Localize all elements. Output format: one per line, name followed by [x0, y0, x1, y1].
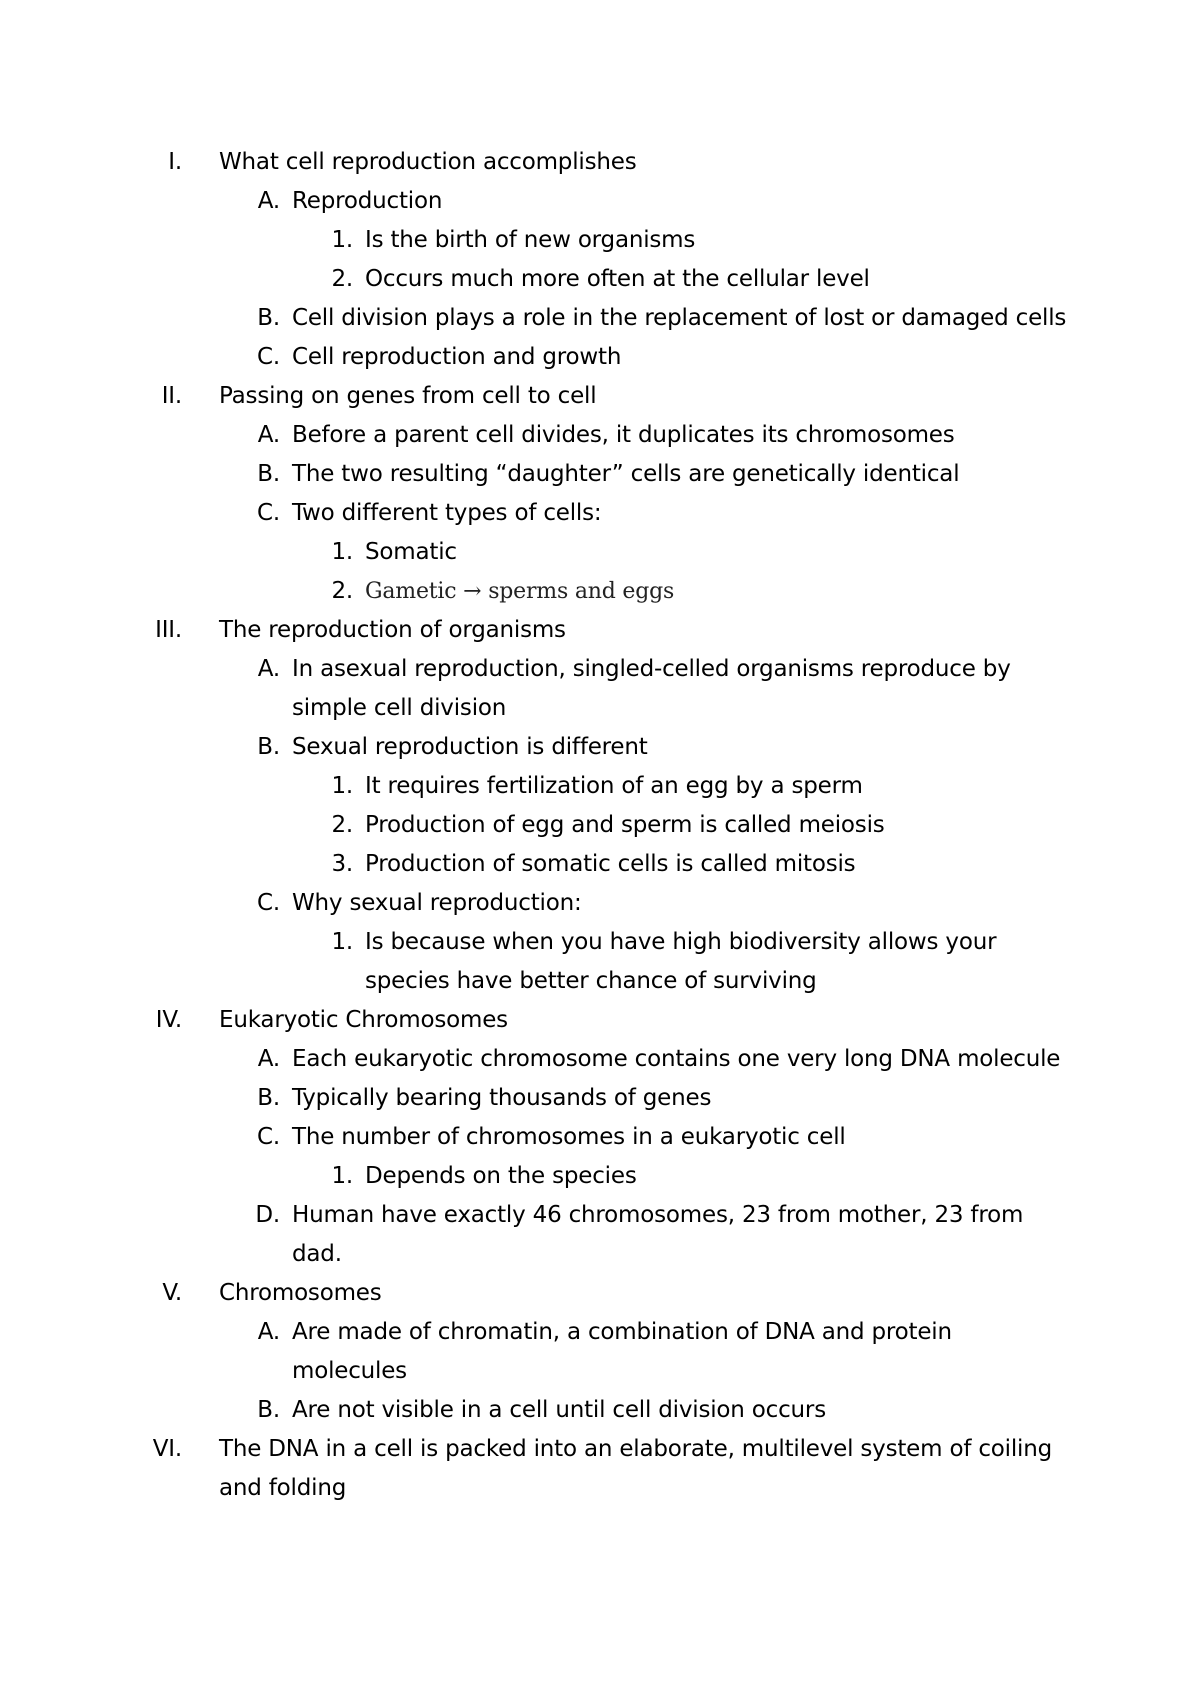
item-text: simple cell division — [292, 695, 507, 721]
item-letter: A. — [257, 1319, 280, 1345]
item-letter: A. — [257, 188, 280, 214]
item-number: 2. — [331, 812, 353, 838]
item-text: Human have exactly 46 chromosomes, 23 from mother, 23 from — [292, 1202, 1024, 1228]
outline-item-III — [0, 611, 1200, 650]
item-text: It requires fertilization of an egg by a sperm — [365, 773, 863, 799]
outline-item-III-C-1 — [0, 923, 1200, 962]
outline-item-IV-B — [0, 1079, 1200, 1118]
item-text: Eukaryotic Chromosomes — [219, 1007, 508, 1033]
outline-item-II — [0, 377, 1200, 416]
item-number: 3. — [331, 851, 353, 877]
item-text: Production of somatic cells is called mitosis — [365, 851, 856, 877]
item-letter: C. — [257, 1124, 280, 1150]
outline-item-IV-D — [0, 1196, 1200, 1235]
item-text: Chromosomes — [219, 1280, 382, 1306]
outline-item-V-A-continuation — [0, 1352, 1200, 1391]
outline-item-III-B-3 — [0, 845, 1200, 884]
outline-item-II-C-1 — [0, 533, 1200, 572]
outline-item-I-B — [0, 299, 1200, 338]
item-letter: A. — [257, 1046, 280, 1072]
item-text: Sexual reproduction is different — [292, 734, 648, 760]
outline-item-I-A-2 — [0, 260, 1200, 299]
outline-item-III-B-1 — [0, 767, 1200, 806]
item-text: Gametic → sperms and eggs — [365, 579, 675, 604]
item-letter: B. — [257, 1085, 280, 1111]
item-text: What cell reproduction accomplishes — [219, 149, 637, 175]
item-letter: B. — [257, 305, 280, 331]
item-text: molecules — [292, 1358, 407, 1384]
item-text: Passing on genes from cell to cell — [219, 383, 597, 409]
item-number: II. — [161, 383, 182, 409]
outline-item-II-C — [0, 494, 1200, 533]
outline-item-V — [0, 1274, 1200, 1313]
item-text: Are not visible in a cell until cell division occurs — [292, 1397, 826, 1423]
item-letter: C. — [257, 344, 280, 370]
item-text: Each eukaryotic chromosome contains one very long DNA molecule — [292, 1046, 1061, 1072]
outline-item-III-B-2 — [0, 806, 1200, 845]
outline-item-IV — [0, 1001, 1200, 1040]
outline-item-IV-C — [0, 1118, 1200, 1157]
item-number: 1. — [331, 227, 353, 253]
item-letter: A. — [257, 422, 280, 448]
item-text: In asexual reproduction, singled-celled organisms reproduce by — [292, 656, 1011, 682]
item-letter: B. — [257, 734, 280, 760]
outline-item-IV-A — [0, 1040, 1200, 1079]
item-number: 1. — [331, 929, 353, 955]
item-number: 2. — [331, 578, 353, 604]
item-text: Somatic — [365, 539, 457, 565]
item-text: Production of egg and sperm is called meiosis — [365, 812, 885, 838]
item-number: 2. — [331, 266, 353, 292]
outline-item-VI-continuation — [0, 1469, 1200, 1508]
item-number: 1. — [331, 1163, 353, 1189]
item-text: Cell division plays a role in the replacement of lost or damaged cells — [292, 305, 1067, 331]
item-text: Typically bearing thousands of genes — [292, 1085, 712, 1111]
outline-item-III-C-1-continuation — [0, 962, 1200, 1001]
outline-item-III-A — [0, 650, 1200, 689]
item-text: Occurs much more often at the cellular level — [365, 266, 870, 292]
item-text: Are made of chromatin, a combination of DNA and protein — [292, 1319, 952, 1345]
item-text: Depends on the species — [365, 1163, 637, 1189]
outline-item-VI — [0, 1430, 1200, 1469]
item-text: Cell reproduction and growth — [292, 344, 622, 370]
item-letter: C. — [257, 500, 280, 526]
outline-item-V-B — [0, 1391, 1200, 1430]
outline-item-III-C — [0, 884, 1200, 923]
item-text: The DNA in a cell is packed into an elaborate, multilevel system of coiling — [219, 1436, 1052, 1462]
outline-item-II-C-2 — [0, 572, 1200, 611]
outline-item-I — [0, 143, 1200, 182]
outline-item-III-B — [0, 728, 1200, 767]
item-number: VI. — [152, 1436, 182, 1462]
item-text: The two resulting “daughter” cells are genetically identical — [292, 461, 960, 487]
item-text: Two different types of cells: — [292, 500, 602, 526]
outline-item-I-A-1 — [0, 221, 1200, 260]
item-text: Is because when you have high biodiversity allows your — [365, 929, 997, 955]
item-text: species have better chance of surviving — [365, 968, 817, 994]
item-number: V. — [162, 1280, 182, 1306]
item-letter: B. — [257, 461, 280, 487]
item-text: Why sexual reproduction: — [292, 890, 582, 916]
item-text: The number of chromosomes in a eukaryotic cell — [292, 1124, 846, 1150]
outline — [0, 143, 1200, 1508]
outline-item-IV-C-1 — [0, 1157, 1200, 1196]
outline-item-II-A — [0, 416, 1200, 455]
item-letter: B. — [257, 1397, 280, 1423]
item-number: 1. — [331, 539, 353, 565]
item-letter: C. — [257, 890, 280, 916]
outline-item-IV-D-continuation — [0, 1235, 1200, 1274]
item-text: Reproduction — [292, 188, 443, 214]
outline-item-I-A — [0, 182, 1200, 221]
item-text: The reproduction of organisms — [219, 617, 566, 643]
item-text: Before a parent cell divides, it duplicates its chromosomes — [292, 422, 955, 448]
outline-item-III-A-continuation — [0, 689, 1200, 728]
item-letter: D. — [255, 1202, 280, 1228]
item-number: III. — [155, 617, 182, 643]
item-text: Is the birth of new organisms — [365, 227, 696, 253]
item-number: I. — [168, 149, 182, 175]
item-letter: A. — [257, 656, 280, 682]
outline-item-I-C — [0, 338, 1200, 377]
item-number: 1. — [331, 773, 353, 799]
item-number: IV. — [155, 1007, 182, 1033]
item-text: dad. — [292, 1241, 342, 1267]
outline-item-II-B — [0, 455, 1200, 494]
item-text: and folding — [219, 1475, 347, 1501]
outline-item-V-A — [0, 1313, 1200, 1352]
